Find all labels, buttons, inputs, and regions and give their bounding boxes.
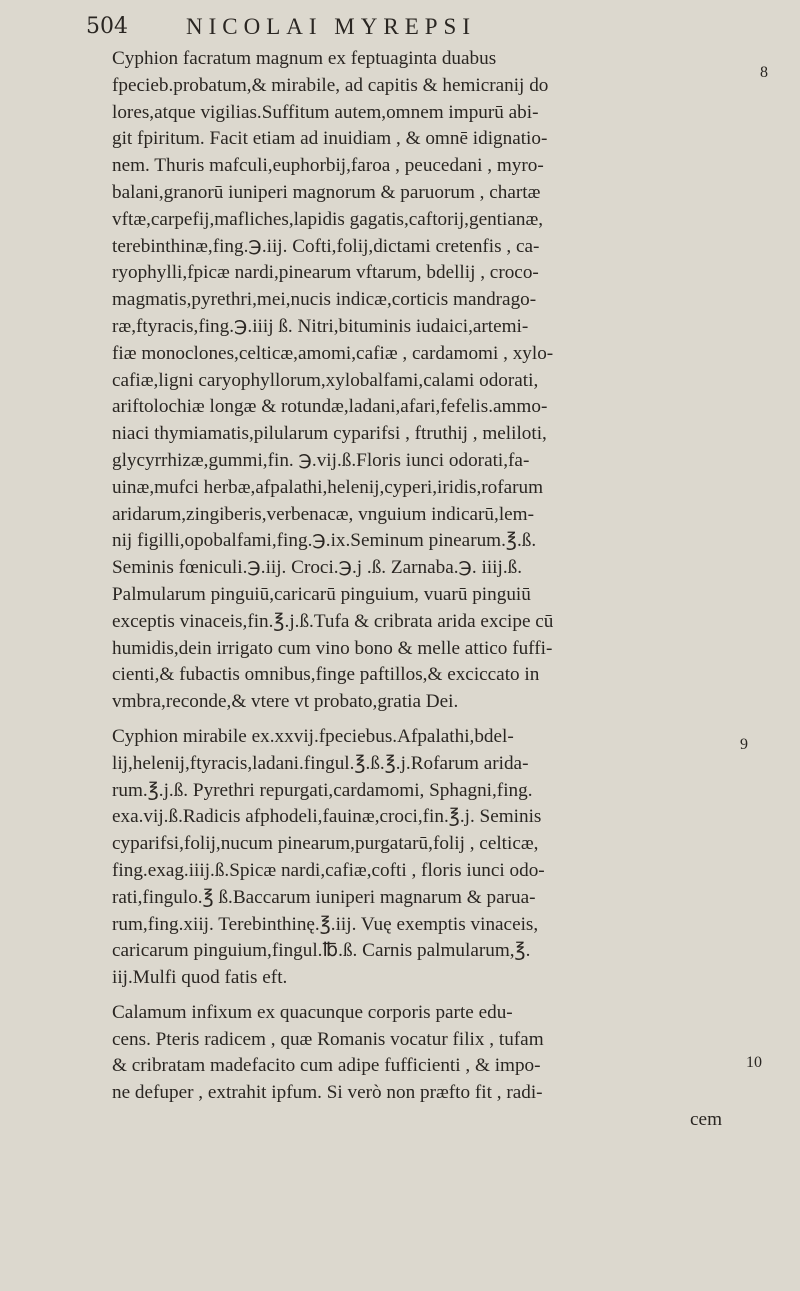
text-line: fiæ monoclones,celticæ,amomi,cafiæ , cardamomi , xylo- [112, 342, 554, 364]
text-line: Calamum infixum ex quacunque corporis parte edu- [112, 1001, 513, 1023]
text-line: cienti,& fubactis omnibus,finge paftillos,& exciccato in [112, 664, 540, 686]
text-line: magmatis,pyrethri,mei,nucis indicæ,corticis mandrago- [112, 289, 537, 311]
text-line: lij,helenij,ftyracis,ladani.fingul.℥.ß.℥.j.Rofarum arida- [112, 752, 529, 774]
text-line: nem. Thuris mafculi,euphorbij,faroa , peucedani , myro- [112, 155, 544, 177]
text-line: fing.exag.iiij.ß.Spicæ nardi,cafiæ,cofti , floris iunci odo- [112, 859, 545, 881]
text-line: Palmularum pinguiū,caricarū pinguium, vuarū pinguiū [112, 583, 531, 605]
margin-mark-9: 9 [740, 736, 748, 753]
paragraph-gap [112, 992, 722, 1000]
running-title: NICOLAI MYREPSI [186, 14, 476, 39]
text-line: cyparifsi,folij,nucum pinearum,purgatarū,folij , celticæ, [112, 833, 539, 855]
text-line: iij.Mulfi quod fatis eft. [112, 967, 288, 989]
text-line: balani,granorū iuniperi magnorum & paruorum , chartæ [112, 181, 541, 203]
paragraph-gap [112, 716, 722, 724]
text-line: terebinthinæ,fing.℈.iij. Cofti,folij,dictami cretenfis , ca- [112, 235, 540, 257]
text-line: Cyphion mirabile ex.xxvij.fpeciebus.Afpalathi,bdel- [112, 725, 514, 747]
page-number: 504 [86, 14, 128, 39]
text-line: rum,fing.xiij. Terebinthinę.℥.iij. Vuę exemptis vinaceis, [112, 913, 539, 935]
text-line: humidis,dein irrigato cum vino bono & melle attico fuffi- [112, 637, 553, 659]
text-line: cafiæ,ligni caryophyllorum,xylobalfami,calami odorati, [112, 369, 539, 391]
text-line: rum.℥.j.ß. Pyrethri repurgati,cardamomi, Sphagni,fing. [112, 779, 533, 801]
text-line: fpecieb.probatum,& mirabile, ad capitis & hemicranij do [112, 74, 549, 96]
text-line: Seminis fœniculi.℈.iij. Croci.℈.j .ß. Zarnaba.℈. iiij.ß. [112, 557, 523, 579]
text-line: exa.vij.ß.Radicis afphodeli,fauinæ,croci,fin.℥.j. Seminis [112, 806, 542, 828]
text-line: glycyrrhizæ,gummi,fin. ℈.vij.ß.Floris iunci odorati,fa- [112, 449, 530, 471]
text-line: lores,atque vigilias.Suffitum autem,omnem impurū abi- [112, 101, 539, 123]
paragraph [112, 46, 722, 716]
text-body [112, 46, 722, 1134]
paragraph [112, 1000, 722, 1134]
text-line: nij figilli,opobalfami,fing.℈.ix.Seminum pinearum.℥.ß. [112, 530, 537, 552]
text-line: git fpiritum. Facit etiam ad inuidiam , & omnē idignatio- [112, 128, 548, 150]
margin-mark-10: 10 [746, 1054, 762, 1071]
text-line: ne defuper , extrahit ipfum. Si verò non præfto fit , radi- [112, 1082, 543, 1104]
text-line: vmbra,reconde,& vtere vt probato,gratia Dei. [112, 691, 459, 713]
text-line: ryophylli,fpicæ nardi,pinearum vftarum, bdellij , croco- [112, 262, 539, 284]
text-line: caricarum pinguium,fingul.℔.ß. Carnis palmularum,℥. [112, 940, 531, 962]
paragraph [112, 724, 722, 992]
text-line: & cribratam madefacito cum adipe fufficienti , & impo- [112, 1055, 541, 1077]
margin-mark-8: 8 [760, 64, 768, 81]
text-line: exceptis vinaceis,fin.℥.j.ß.Tufa & cribrata arida excipe cū [112, 610, 554, 632]
text-line: ariftolochiæ longæ & rotundæ,ladani,afari,fefelis.ammo- [112, 396, 548, 418]
text-line: Cyphion facratum magnum ex feptuaginta duabus [112, 48, 497, 69]
text-line: cens. Pteris radicem , quæ Romanis vocatur filix , tufam [112, 1028, 544, 1050]
text-line: niaci thymiamatis,pilularum cyparifsi , ftruthij , meliloti, [112, 423, 547, 445]
text-line: uinæ,mufci herbæ,afpalathi,helenij,cyperi,iridis,rofarum [112, 476, 544, 498]
text-line: ræ,ftyracis,fing.℈.iiij ß. Nitri,bituminis iudaici,artemi- [112, 315, 529, 337]
text-line: aridarum,zingiberis,verbenacæ, vnguium indicarū,lem- [112, 503, 534, 525]
text-line: vftæ,carpefij,mafliches,lapidis gagatis,caftorij,gentianæ, [112, 208, 544, 230]
page-header [86, 14, 746, 46]
text-line: cem [690, 1109, 722, 1131]
text-line: rati,fingulo.℥ ß.Baccarum iuniperi magnarum & parua- [112, 886, 536, 908]
